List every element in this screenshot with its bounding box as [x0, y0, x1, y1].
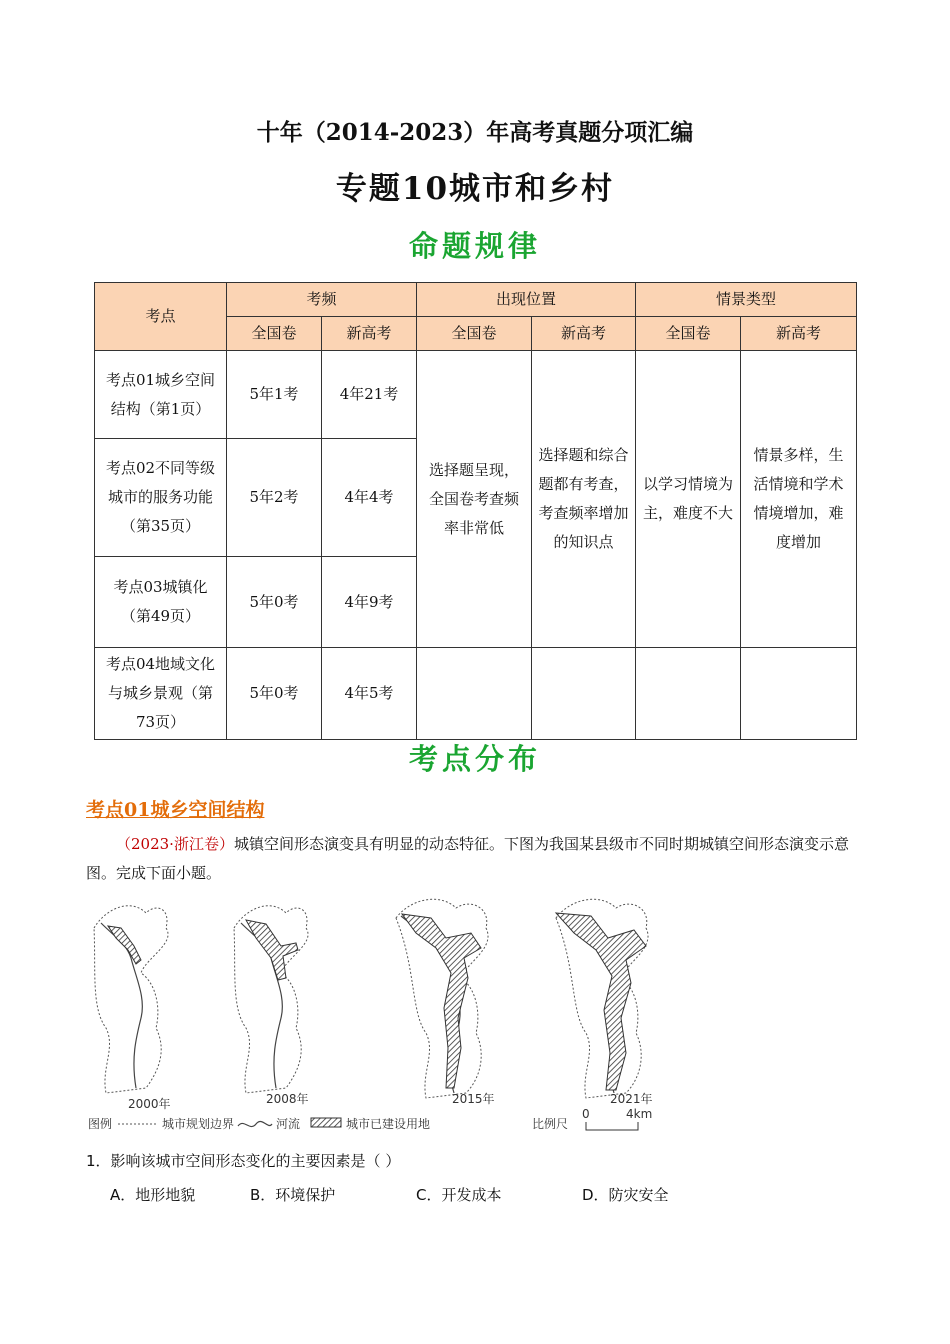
row-new-freq: 4年5考: [322, 648, 417, 740]
empty-cell: [741, 648, 857, 740]
header-position: 出现位置: [417, 283, 636, 317]
kp01-text: 城镇空间形态演变具有明显的动态特征。下图为我国某县级市不同时期城镇空间形态演变示意图。完成下面小题。: [86, 835, 849, 882]
subheader-new: 新高考: [532, 317, 636, 351]
kp01-heading: 考点01城乡空间结构: [86, 799, 265, 821]
row-point: 考点02不同等级城市的服务功能（第35页）: [95, 439, 227, 557]
header-kaodian: 考点: [95, 283, 227, 351]
section-title-rules: 命题规律: [408, 229, 541, 263]
row-national-freq: 5年0考: [227, 648, 322, 740]
planning-boundary: [94, 906, 168, 1093]
header-scene: 情景类型: [636, 283, 857, 317]
legend-river: 河流: [276, 1117, 301, 1131]
map-2015: [396, 899, 495, 1106]
option-d: D．防灾安全: [582, 1186, 669, 1204]
subheader-national: 全国卷: [227, 317, 322, 351]
empty-cell: [417, 648, 532, 740]
position-new-cell: 选择题和综合题都有考查，考查频率增加的知识点: [532, 351, 636, 648]
empty-cell: [636, 648, 741, 740]
row-point: 考点04地域文化与城乡景观（第73页）: [95, 648, 227, 740]
row-point: 考点01城乡空间结构（第1页）: [95, 351, 227, 439]
scene-new-cell: 情景多样，生活情境和学术情境增加，难度增加: [741, 351, 857, 648]
planning-boundary: [556, 899, 648, 1098]
urban-evolution-figure: [86, 888, 691, 1138]
legend-built: 城市已建设用地: [346, 1117, 431, 1131]
source-tag: （2023·浙江卷）: [116, 835, 234, 853]
position-national-cell: 选择题呈现，全国卷考查频率非常低: [417, 351, 532, 648]
scene-national-cell: 以学习情境为主，难度不大: [636, 351, 741, 648]
row-national-freq: 5年2考: [227, 439, 322, 557]
row-national-freq: 5年0考: [227, 557, 322, 648]
map-2000: [94, 906, 171, 1111]
map-2021: [556, 899, 653, 1106]
subheader-national: 全国卷: [636, 317, 741, 351]
document-subtitle: 专题10城市和乡村: [335, 171, 615, 207]
section-title-distribution: 考点分布: [408, 742, 541, 776]
row-national-freq: 5年1考: [227, 351, 322, 439]
map-2008: [234, 906, 309, 1106]
subheader-new: 新高考: [322, 317, 417, 351]
row-new-freq: 4年21考: [322, 351, 417, 439]
empty-cell: [532, 648, 636, 740]
option-c: C．开发成本: [416, 1186, 502, 1204]
river-swatch: [238, 1121, 272, 1126]
legend-boundary: 城市规划边界: [162, 1117, 235, 1131]
frequency-table: [94, 282, 857, 740]
planning-boundary: [396, 899, 488, 1098]
scale-label: 比例尺: [532, 1117, 569, 1131]
kp01-paragraph: [86, 830, 864, 888]
document-title: 十年（2014-2023）年高考真题分项汇编: [256, 119, 694, 146]
subheader-national: 全国卷: [417, 317, 532, 351]
map-year-label: 2021年: [610, 1092, 653, 1106]
row-new-freq: 4年9考: [322, 557, 417, 648]
subheader-new: 新高考: [741, 317, 857, 351]
built-area: [108, 926, 141, 964]
scale-zero: 0: [582, 1107, 590, 1121]
built-area: [556, 913, 646, 1090]
scale-km: 4km: [626, 1107, 653, 1121]
built-area-swatch: [311, 1118, 341, 1127]
row-point: 考点03城镇化（第49页）: [95, 557, 227, 648]
figure-legend: [88, 1107, 652, 1131]
option-b: B．环境保护: [250, 1186, 336, 1204]
legend-title: 图例: [88, 1117, 113, 1131]
scale-bar: [586, 1122, 638, 1130]
built-area: [402, 914, 481, 1088]
built-area: [246, 920, 298, 980]
header-frequency: 考频: [227, 283, 417, 317]
option-a: A．地形地貌: [110, 1186, 196, 1204]
map-year-label: 2000年: [128, 1097, 171, 1111]
map-year-label: 2015年: [452, 1092, 495, 1106]
map-year-label: 2008年: [266, 1092, 309, 1106]
row-new-freq: 4年4考: [322, 439, 417, 557]
question-1: 1．影响该城市空间形态变化的主要因素是（ ）: [86, 1152, 401, 1170]
